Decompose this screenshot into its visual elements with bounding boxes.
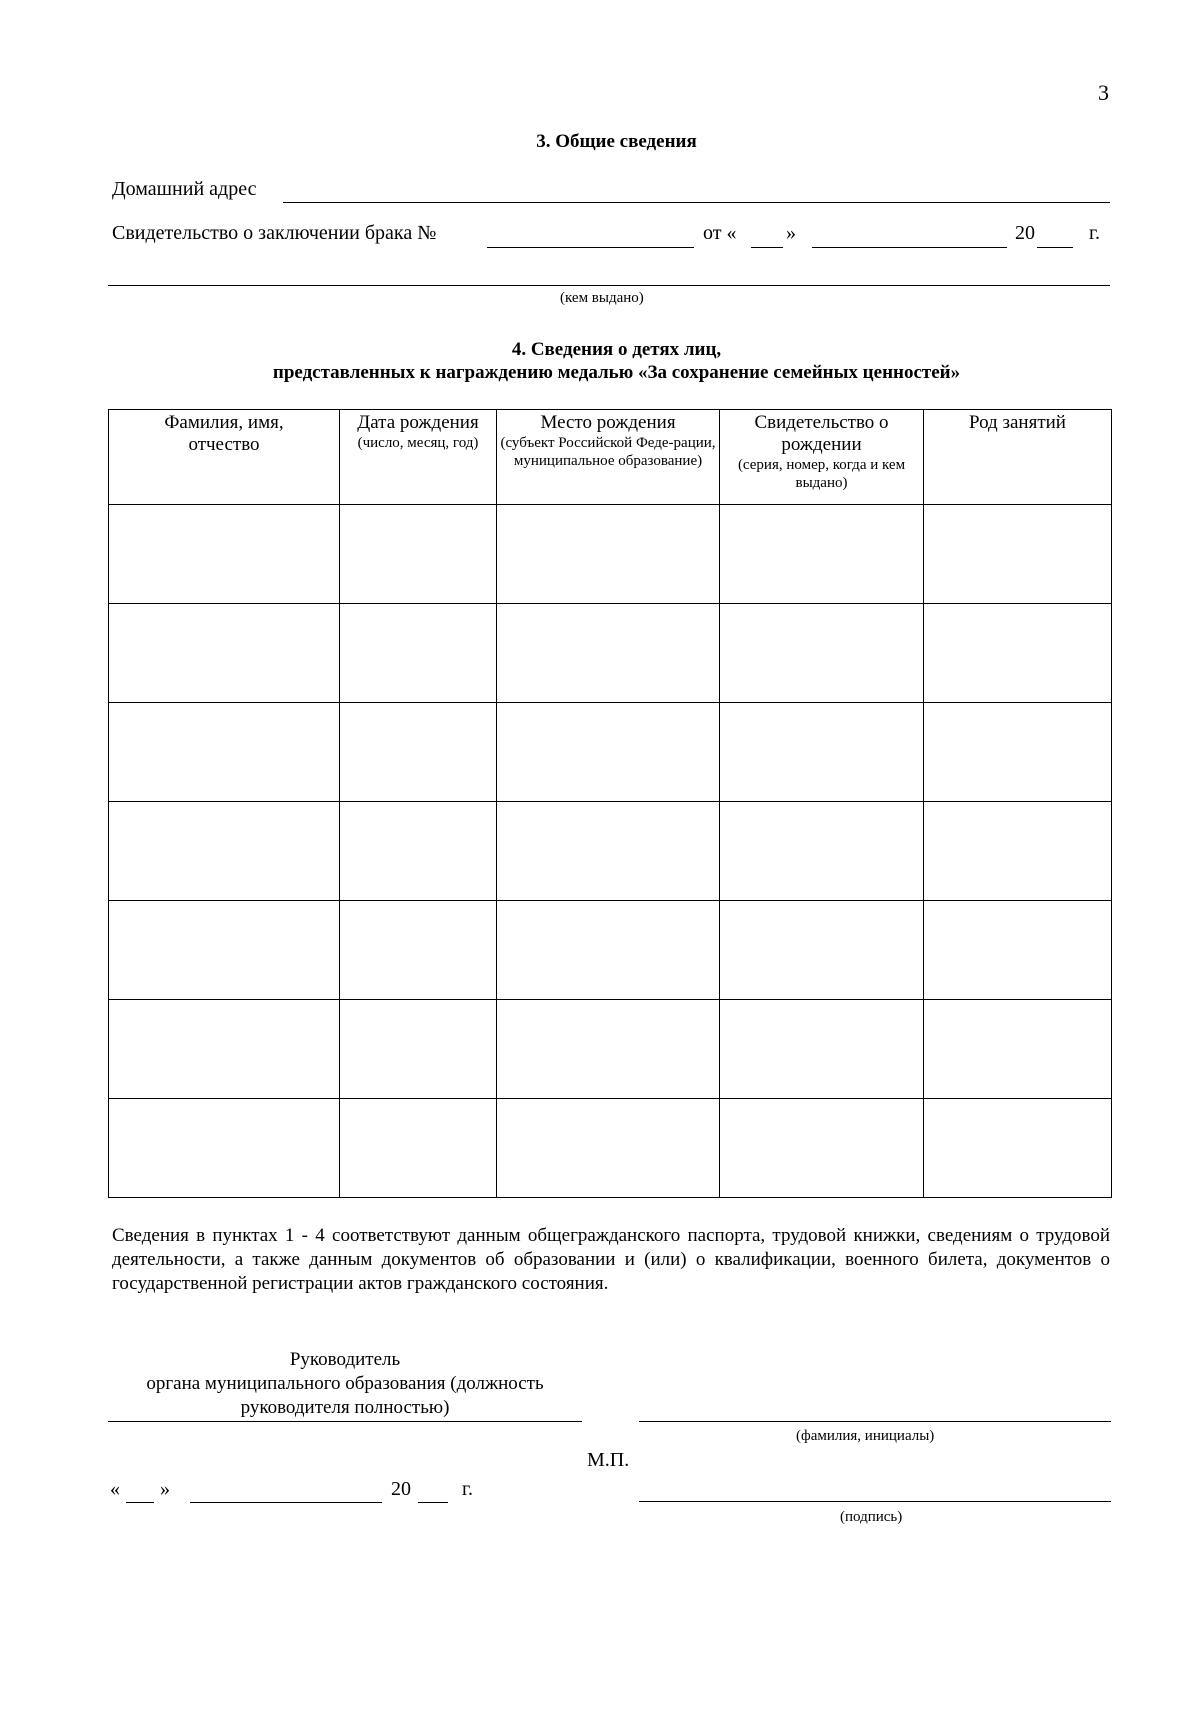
- column-header-main: Место рождения: [540, 412, 676, 433]
- table-cell[interactable]: [109, 505, 340, 604]
- table-cell[interactable]: [109, 604, 340, 703]
- name-initials-field[interactable]: [639, 1421, 1111, 1422]
- head-title-line2: органа муниципального образования (должность: [146, 1373, 544, 1394]
- home-address-label: Домашний адрес: [112, 178, 257, 200]
- table-cell[interactable]: [340, 604, 497, 703]
- table-cell[interactable]: [109, 802, 340, 901]
- table-cell[interactable]: [340, 505, 497, 604]
- table-cell[interactable]: [497, 703, 720, 802]
- page-number: 3: [1098, 80, 1109, 105]
- table-cell[interactable]: [497, 901, 720, 1000]
- home-address-field[interactable]: [283, 202, 1110, 203]
- table-cell[interactable]: [924, 505, 1112, 604]
- sign-year-prefix: 20: [391, 1478, 411, 1500]
- stamp-label: М.П.: [587, 1449, 630, 1471]
- section-4-title-line1: 4. Сведения о детях лиц,: [511, 339, 722, 360]
- sign-day-field[interactable]: [126, 1502, 154, 1503]
- table-cell[interactable]: [720, 901, 924, 1000]
- sign-date-open-quote: «: [110, 1478, 120, 1500]
- table-row: [109, 802, 1112, 901]
- column-header-main: Род занятий: [969, 412, 1066, 433]
- sign-year-suffix: г.: [462, 1478, 473, 1500]
- table-cell[interactable]: [340, 802, 497, 901]
- signature-caption: (подпись): [840, 1509, 903, 1525]
- table-row: [109, 1099, 1112, 1198]
- column-header-sub: (число, месяц, год): [357, 435, 479, 451]
- table-cell[interactable]: [720, 802, 924, 901]
- marriage-cert-label: Свидетельство о заключении брака №: [112, 222, 437, 244]
- table-cell[interactable]: [340, 1099, 497, 1198]
- section-4-title-line2: представленных к награждению медалью «За сохранение семейных ценностей»: [272, 362, 961, 383]
- table-cell[interactable]: [924, 1099, 1112, 1198]
- name-initials-caption: (фамилия, инициалы): [796, 1428, 935, 1444]
- table-row: [109, 505, 1112, 604]
- head-title-block: [108, 1348, 582, 1420]
- table-cell[interactable]: [720, 703, 924, 802]
- table-cell[interactable]: [924, 802, 1112, 901]
- section-3-title: 3. Общие сведения: [536, 131, 697, 152]
- table-cell[interactable]: [720, 1099, 924, 1198]
- issued-by-caption: (кем выдано): [560, 290, 644, 306]
- table-row: [109, 1000, 1112, 1099]
- head-title-line1: Руководитель: [289, 1349, 401, 1370]
- head-title-line3: руководителя полностью): [240, 1397, 450, 1418]
- table-cell[interactable]: [720, 604, 924, 703]
- table-cell[interactable]: [497, 604, 720, 703]
- table-cell[interactable]: [924, 703, 1112, 802]
- marriage-cert-year-field[interactable]: [1037, 247, 1073, 248]
- date-close-quote: »: [786, 222, 796, 244]
- table-cell[interactable]: [109, 901, 340, 1000]
- column-header-full-name: [109, 410, 340, 505]
- year-suffix: г.: [1089, 222, 1100, 244]
- column-header-main: Фамилия, имя, отчество: [164, 412, 284, 455]
- table-cell[interactable]: [340, 1000, 497, 1099]
- table-row: [109, 901, 1112, 1000]
- issued-by-field[interactable]: [108, 285, 1110, 286]
- table-cell[interactable]: [109, 1099, 340, 1198]
- date-open-quote: от «: [703, 222, 737, 244]
- column-header-birth-date: [340, 410, 497, 505]
- sign-date-close-quote: »: [160, 1478, 170, 1500]
- table-cell[interactable]: [109, 1000, 340, 1099]
- table-cell[interactable]: [720, 505, 924, 604]
- column-header-sub: (субъект Российской Феде-рации, муниципальное образование): [500, 435, 716, 469]
- year-prefix: 20: [1015, 222, 1035, 244]
- table-cell[interactable]: [497, 802, 720, 901]
- children-table: [108, 409, 1112, 1198]
- table-cell[interactable]: [924, 901, 1112, 1000]
- table-cell[interactable]: [497, 1099, 720, 1198]
- table-cell[interactable]: [340, 901, 497, 1000]
- column-header-birth-place: [497, 410, 720, 505]
- marriage-cert-number-field[interactable]: [487, 247, 694, 248]
- column-header-main: Дата рождения: [357, 412, 479, 433]
- column-header-occupation: [924, 410, 1112, 505]
- sign-year-field[interactable]: [418, 1502, 448, 1503]
- table-cell[interactable]: [924, 1000, 1112, 1099]
- column-header-main: Свидетельство о рождении: [754, 412, 889, 455]
- table-cell[interactable]: [497, 1000, 720, 1099]
- table-cell[interactable]: [109, 703, 340, 802]
- table-cell[interactable]: [924, 604, 1112, 703]
- table-header-row: [109, 410, 1112, 505]
- table-row: [109, 703, 1112, 802]
- marriage-cert-day-field[interactable]: [751, 247, 783, 248]
- head-position-field[interactable]: [108, 1421, 582, 1422]
- column-header-sub: (серия, номер, когда и кем выдано): [737, 457, 906, 491]
- table-row: [109, 604, 1112, 703]
- column-header-birth-certificate: [720, 410, 924, 505]
- marriage-cert-month-field[interactable]: [812, 247, 1007, 248]
- sign-month-field[interactable]: [190, 1502, 382, 1503]
- table-cell[interactable]: [340, 703, 497, 802]
- signature-field[interactable]: [639, 1501, 1111, 1502]
- table-cell[interactable]: [720, 1000, 924, 1099]
- statement-paragraph: Сведения в пунктах 1 - 4 соответствуют данным общегражданского паспорта, трудовой книжки, сведениям о трудовой деятельности, а также данным документов об образовании и (или) о квалификации, военного билета, документов о государственной регистрации актов гражданского состояния.: [112, 1225, 1110, 1294]
- table-cell[interactable]: [497, 505, 720, 604]
